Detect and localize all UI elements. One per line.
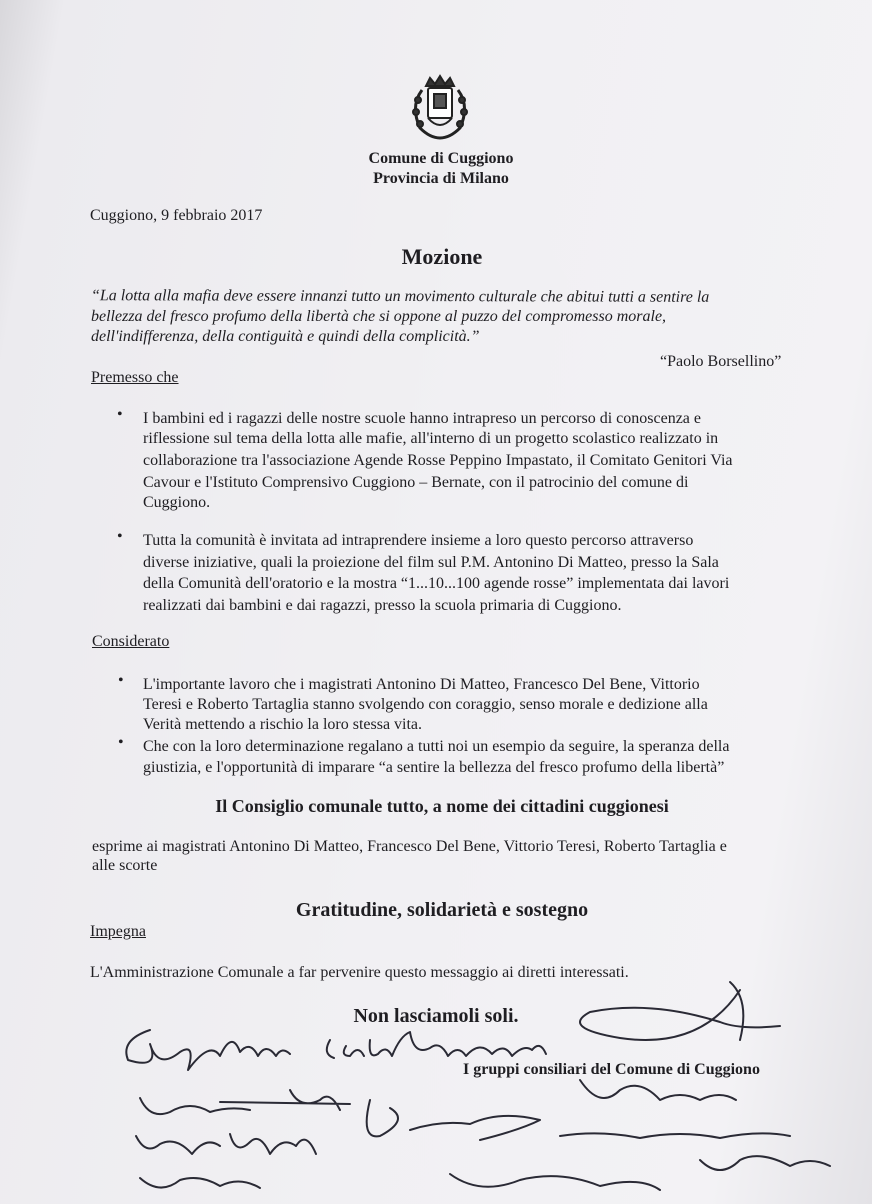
list-item-line: I bambini ed i ragazzi delle nostre scuole hanno intrapreso un percorso di conoscenza e	[143, 410, 702, 427]
list-item-line: Cavour e l'Istituto Comprensivo Cuggiono – Bernate, con il patrocinio del comune di	[143, 474, 689, 491]
quote-author: “Paolo Borsellino”	[660, 353, 782, 370]
list-item-line: diverse iniziative, quali la proiezione del film sul P.M. Antonino Di Matteo, presso la Sala	[143, 554, 719, 571]
province-name: Provincia di Milano	[373, 170, 509, 187]
list-item-line: realizzati dai bambini e dai ragazzi, presso la scuola primaria di Cuggiono.	[143, 597, 622, 614]
signature	[126, 1030, 290, 1070]
signature	[580, 982, 780, 1040]
council-heading: Il Consiglio comunale tutto, a nome dei cittadini cuggionesi	[215, 796, 669, 816]
list-item-line: Teresi e Roberto Tartaglia stanno svolgendo con coraggio, senso morale e dedizione alla	[143, 696, 708, 713]
list-item-line: Tutta la comunità è invitata ad intraprendere insieme a loro questo percorso attraverso	[143, 532, 694, 549]
signature	[140, 1090, 350, 1114]
list-item-line: L'importante lavoro che i magistrati Antonino Di Matteo, Francesco Del Bene, Vittorio	[143, 676, 700, 693]
quote-line: bellezza del fresco profumo della libertà che si oppone al puzzo del compromesso morale,	[91, 308, 667, 325]
signature	[327, 1032, 546, 1058]
quote-line: dell'indifferenza, della contiguità e quindi della complicità.”	[91, 328, 480, 345]
signature	[140, 1174, 660, 1190]
signature	[580, 1080, 736, 1100]
list-item-line: giustizia, e l'opportunità di imparare “a sentire la bellezza del fresco profumo della libertà”	[143, 759, 725, 776]
municipal-crest-icon	[404, 72, 476, 144]
section-heading-considerato: Considerato	[92, 633, 170, 650]
bullet-icon: •	[117, 406, 123, 423]
date-line: Cuggiono, 9 febbraio 2017	[90, 207, 263, 224]
signatories-line: I gruppi consiliari del Comune di Cuggiono	[463, 1061, 760, 1078]
bullet-icon: •	[117, 528, 123, 545]
list-item-line: riflessione sul tema della lotta alle mafie, all'interno di un progetto scolastico realizzato in	[143, 430, 719, 447]
signature	[136, 1134, 316, 1154]
closing-line: Non lasciamoli soli.	[353, 1005, 519, 1027]
esprime-line: alle scorte	[92, 857, 158, 874]
quote-line: “La lotta alla mafia deve essere innanzi tutto un movimento culturale che abitui tutti a sentire la	[90, 287, 710, 306]
list-item-line: Verità mettendo a rischio la loro stessa vita.	[143, 716, 423, 733]
handwritten-signatures	[0, 960, 872, 1204]
list-item-line: collaborazione tra l'associazione Agende Rosse Peppino Impastato, il Comitato Genitori Via	[143, 452, 733, 469]
section-heading-impegna: Impegna	[90, 923, 146, 940]
document-title: Mozione	[401, 244, 483, 269]
gratitude-heading: Gratitudine, solidarietà e sostegno	[295, 899, 589, 921]
bullet-icon: •	[118, 734, 124, 751]
section-heading-premesso: Premesso che	[91, 369, 179, 386]
list-item-line: della Comunità dell'oratorio e la mostra “1...10...100 agende rosse” implementata dai lavori	[143, 575, 730, 592]
municipality-name: Comune di Cuggiono	[368, 150, 514, 167]
impegna-text: L'Amministrazione Comunale a far pervenire questo messaggio ai diretti interessati.	[90, 964, 629, 981]
signature	[560, 1133, 830, 1170]
bullet-icon: •	[118, 672, 124, 689]
signature	[367, 1100, 540, 1140]
esprime-line: esprime ai magistrati Antonino Di Matteo, Francesco Del Bene, Vittorio Teresi, Roberto Tartaglia e	[92, 838, 727, 855]
list-item-line: Cuggiono.	[143, 494, 211, 511]
list-item-line: Che con la loro determinazione regalano a tutti noi un esempio da seguire, la speranza della	[143, 738, 730, 755]
